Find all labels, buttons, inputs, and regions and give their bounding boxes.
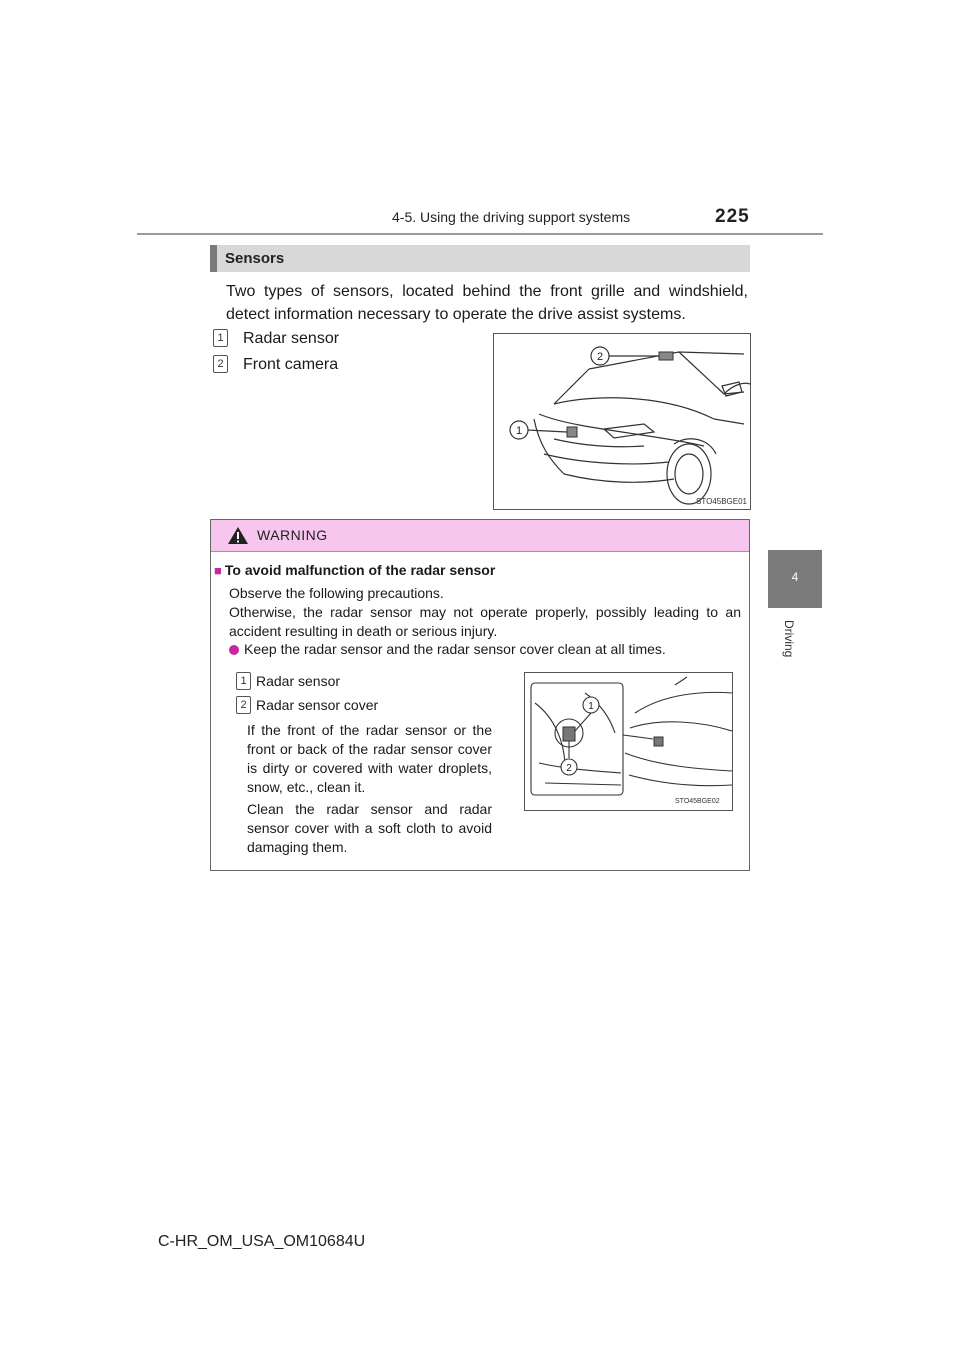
- car-front-illustration: [494, 334, 750, 509]
- figure1-callout-2: 2: [596, 351, 604, 363]
- item-number-2: 2: [213, 355, 228, 373]
- warning-item-number-2: 2: [236, 696, 251, 714]
- figure1-code: STO45BGE01: [696, 497, 747, 506]
- header-rule: [137, 233, 823, 235]
- bullet-dot-icon: [229, 645, 239, 655]
- warning-item-radar-sensor-cover: Radar sensor cover: [256, 697, 379, 713]
- section-heading: [210, 245, 750, 272]
- figure2-code: STO45BGE02: [675, 798, 720, 805]
- warning-item-radar-sensor: Radar sensor: [256, 673, 341, 689]
- figure2-callout-2: 2: [566, 763, 572, 774]
- warning-bullet: Keep the radar sensor and the radar sensor cover clean at all times.: [229, 641, 741, 657]
- warning-paragraph-soft-cloth: Clean the radar sensor and radar sensor cover with a soft cloth to avoid damaging them.: [247, 801, 492, 855]
- figure1-callout-1: 1: [515, 425, 523, 437]
- footer-doc-id: C-HR_OM_USA_OM10684U: [158, 1233, 366, 1250]
- warning-label: WARNING: [257, 527, 328, 543]
- warning-header: [211, 520, 749, 552]
- figure2-callout-1: 1: [588, 701, 594, 712]
- sensor-location-figure: [493, 333, 751, 510]
- item-number-1: 1: [213, 329, 228, 347]
- page-number: 225: [715, 206, 750, 227]
- warning-item-number-1: 1: [236, 672, 251, 690]
- warning-body: Observe the following precautions. Otherwise, the radar sensor may not operate properly, possibly leading to an accident resulting in death or serious injury.: [229, 585, 741, 639]
- running-header: 4-5. Using the driving support systems: [392, 209, 631, 225]
- item-label-radar-sensor: Radar sensor: [243, 330, 340, 347]
- radar-sensor-figure: [524, 672, 733, 811]
- chapter-label: Driving: [782, 620, 796, 658]
- chapter-number: 4: [791, 570, 799, 584]
- radar-sensor-illustration: [525, 673, 732, 810]
- warning-icon: [227, 526, 249, 545]
- item-label-front-camera: Front camera: [243, 356, 339, 373]
- warning-title: ■ To avoid malfunction of the radar sensor: [214, 562, 496, 578]
- section-title: Sensors: [225, 250, 285, 267]
- warning-paragraph-clean-it: If the front of the radar sensor or the front or back of the radar sensor cover is dirty or covered with water droplets, snow, etc., clean it.: [247, 722, 492, 795]
- intro-paragraph: Two types of sensors, located behind the front grille and windshield, detect information necessary to operate the drive assist systems.: [226, 283, 748, 323]
